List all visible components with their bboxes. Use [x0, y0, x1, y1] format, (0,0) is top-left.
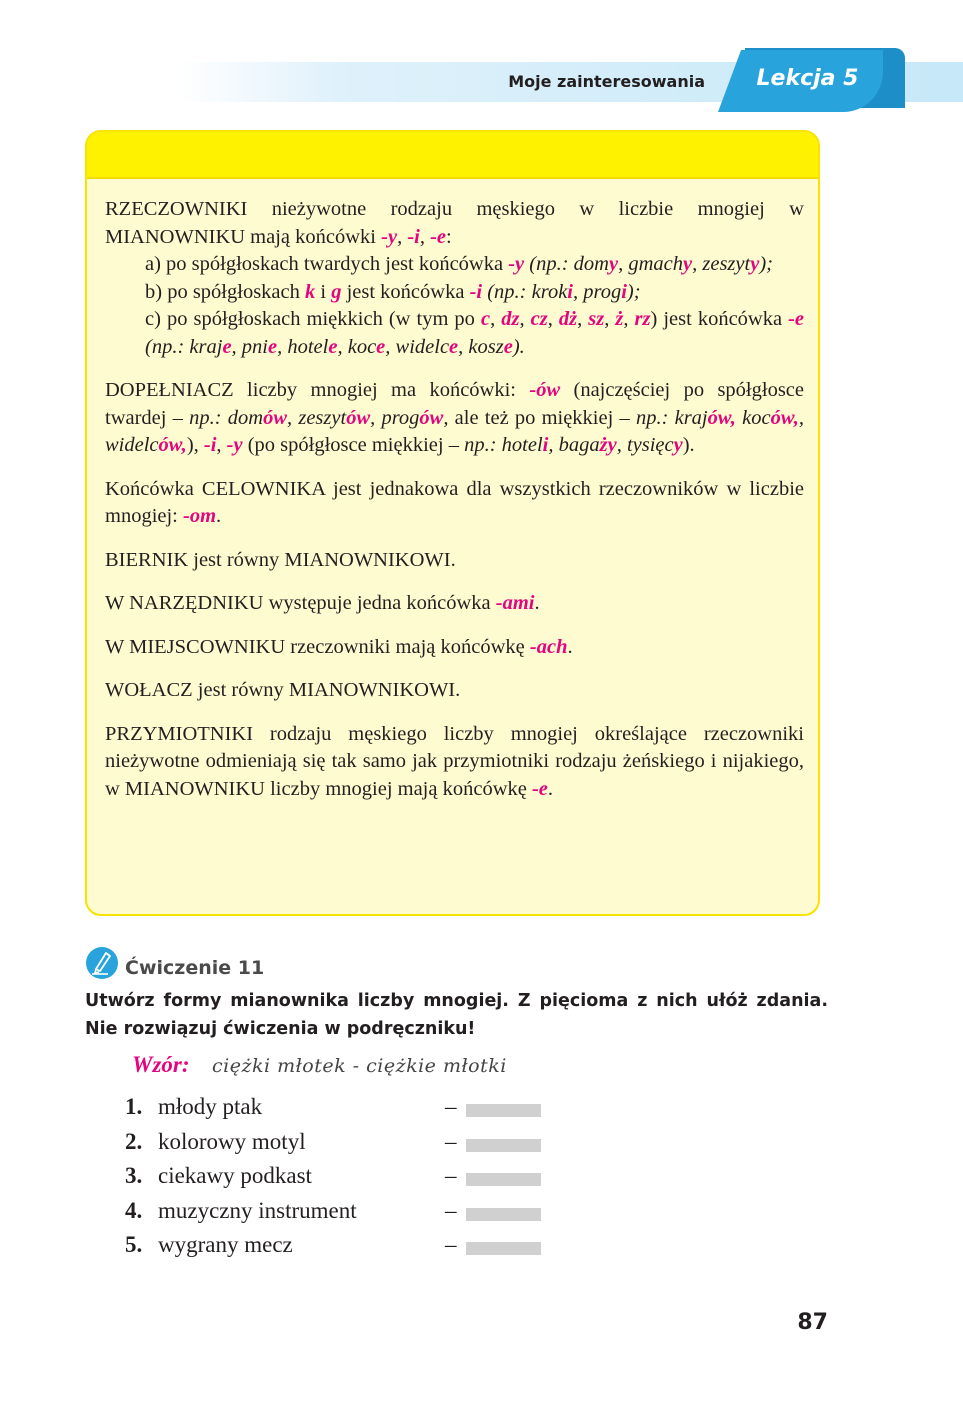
answer-blank — [466, 1208, 541, 1221]
section-title: Moje zainteresowania — [508, 72, 705, 91]
item-dash: – — [445, 1197, 457, 1223]
example-text: ciężki młotek - ciężkie młotki — [212, 1055, 507, 1077]
exercise-list — [125, 1094, 555, 1267]
example-label: Wzór: — [132, 1052, 190, 1077]
rule-miejscownik: W MIEJSCOWNIKU rzeczowniki mają końcówkę -ach. — [105, 635, 573, 658]
rule-point-b: b) po spółgłoskach k i g jest końcówka -i (np.: kroki, progi); — [145, 280, 641, 303]
item-number: 2. — [125, 1128, 143, 1154]
exercise-title: Ćwiczenie 11 — [125, 957, 265, 979]
answer-blank — [466, 1173, 541, 1186]
page-number: 87 — [797, 1310, 828, 1335]
lesson-label: Lekcja 5 — [756, 66, 859, 91]
rule-narzednik: W NARZĘDNIKU występuje jedna końcówka -ami. — [105, 592, 540, 614]
item-phrase: młody ptak — [158, 1094, 263, 1119]
item-dash: – — [445, 1163, 457, 1188]
item-number: 5. — [125, 1232, 143, 1257]
pencil-icon-graphic — [86, 947, 118, 979]
rule-body — [105, 196, 804, 819]
item-dash: – — [445, 1094, 457, 1119]
exercise-item — [125, 1094, 555, 1129]
exercise-item — [125, 1198, 555, 1233]
answer-blank — [466, 1242, 541, 1255]
item-number: 3. — [125, 1163, 143, 1188]
rule-point-a: a) po spółgłoskach twardych jest końcówka -y (np.: domy, gmachy, zeszyty); — [145, 253, 773, 275]
rule-przymiotniki: PRZYMIOTNIKI rodzaju męskiego liczby mnogiej określające rzeczowniki nieżywotne odmieniają się tak samo jak przymiotniki rodzaju żeńskiego i nijakiego, w MIANOWNIKU liczby mnogiej mają końcówkę -e. — [105, 722, 804, 800]
item-phrase: wygrany mecz — [158, 1232, 293, 1257]
rule-biernik: BIERNIK jest równy MIANOWNIKOWI. — [105, 548, 456, 571]
item-dash: – — [445, 1232, 457, 1257]
item-number: 4. — [125, 1197, 143, 1223]
item-phrase: muzyczny instrument — [158, 1197, 357, 1223]
item-number: 1. — [125, 1094, 143, 1119]
rule-box-header-bar — [87, 132, 818, 179]
item-phrase: kolorowy motyl — [158, 1128, 306, 1154]
rule-celownik: Końcówka CELOWNIKA jest jednakowa dla wszystkich rzeczowników w liczbie mnogiej: -om. — [105, 477, 804, 527]
exercise-instruction: Utwórz formy mianownika liczby mnogiej. Z pięcioma z nich ułóż zdania. Nie rozwiązuj ćwiczenia w podręczniku! — [85, 991, 828, 1039]
exercise-item — [125, 1232, 555, 1267]
item-phrase: ciekawy podkast — [158, 1163, 312, 1188]
answer-blank — [466, 1139, 541, 1152]
pencil-icon — [86, 947, 118, 979]
grammar-rule-box — [85, 130, 820, 916]
rule-point-c: c) po spółgłoskach miękkich (w tym po c, dz, cz, dż, sz, ż, rz) jest końcówka -e (np.: kraje, pnie, hotele, koce, widelce, kosze). — [145, 308, 805, 358]
rule-wolacz: WOŁACZ jest równy MIANOWNIKOWI. — [105, 679, 461, 701]
rule-dopelniacz: DOPEŁNIACZ liczby mnogiej ma końcówki: -ów (najczęściej po spółgłosce twardej – np.: domów, zeszytów, progów, ale też po miękkiej – np.: krajów, koców,, widelców,), -i, -y (po spółgłosce miękkiej – np.: hoteli, bagaży, tysięcy). — [105, 379, 805, 456]
answer-blank — [466, 1104, 541, 1117]
exercise-item — [125, 1129, 555, 1164]
item-dash: – — [445, 1128, 457, 1154]
exercise-item — [125, 1163, 555, 1198]
rule-mianownik: RZECZOWNIKI nieżywotne rodzaju męskiego w liczbie mnogiej w MIANOWNIKU mają końcówki -y, -i, -e: — [105, 198, 804, 248]
